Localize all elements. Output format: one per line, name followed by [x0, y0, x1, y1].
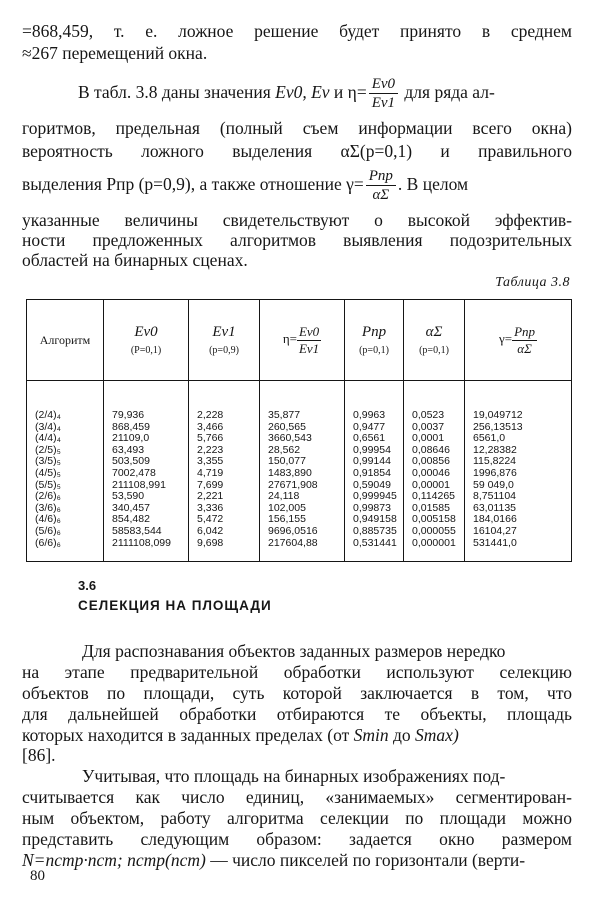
table-cell-gamma: 256,13513 [465, 422, 572, 434]
para1-line-4 [22, 164, 572, 204]
table-cell-alg: (4/4)₄ [27, 433, 104, 445]
table-cell-eta: 102,005 [260, 503, 345, 515]
intro-line-2: ≈267 перемещений окна. [22, 43, 208, 63]
header-ppr-label: Pпр [361, 324, 387, 340]
table-cell-ev0: 63,493 [104, 445, 189, 457]
table-cell-ppr: 0,91854 [345, 468, 404, 480]
table-cell-alg: (2/4)₄ [27, 381, 104, 422]
table-cell-gamma: 19,049712 [465, 381, 572, 422]
table-cell-ev1: 2,228 [189, 381, 260, 422]
table-cell-ev0: 7002,478 [104, 468, 189, 480]
header-gamma-prefix: γ= [498, 330, 513, 346]
para1-text-post: для ряда ал- [400, 82, 495, 102]
gamma-fraction [366, 167, 396, 204]
smax-symbol: Smax) [415, 725, 459, 745]
table-cell-ev0: 340,457 [104, 503, 189, 515]
header-eta [260, 300, 345, 381]
table-body [27, 381, 572, 562]
para3-line-5 [22, 849, 572, 871]
eta-frac-den: Eν1 [371, 95, 396, 112]
table-cell-alg: (4/5)₅ [27, 468, 104, 480]
table-cell-eta: 35,877 [260, 381, 345, 422]
header-eta-prefix: η= [282, 330, 297, 346]
para1-line-2: горитмов, предельная (полный съем информации всего окна) [22, 118, 572, 138]
table-cell-alg: (4/6)₆ [27, 514, 104, 526]
table-cell-ev1: 6,042 [189, 526, 260, 538]
header-algorithm [27, 300, 104, 381]
para1-line-5: указанные величины свидетельствуют о высокой эффектив- [22, 210, 572, 230]
table-cell-ev1: 7,699 [189, 480, 260, 492]
gamma-frac-den: αΣ [372, 187, 390, 204]
para1-and: и η= [329, 82, 367, 102]
table-cell-ev0: 2111108,099 [104, 538, 189, 562]
header-ev0 [104, 300, 189, 381]
header-ev0-label: Eν0 [134, 324, 158, 340]
para1-line4-post: . В целом [397, 174, 469, 194]
table-cell-ev1: 5,472 [189, 514, 260, 526]
gamma-frac-num: Pпр [366, 167, 396, 186]
table-caption: Таблица 3.8 [495, 275, 570, 290]
table-cell-ppr: 0,9477 [345, 422, 404, 434]
table-cell-alpha: 0,0523 [404, 381, 465, 422]
header-gamma [465, 300, 572, 381]
data-table [26, 299, 572, 562]
table-cell-eta: 24,118 [260, 491, 345, 503]
table-cell-alg: (2/5)₅ [27, 445, 104, 457]
table-cell-ev0: 854,482 [104, 514, 189, 526]
table-header-row [27, 300, 572, 381]
para3-line5-post: — число пикселей по горизонтали (верти- [205, 850, 526, 870]
para3-line-2: считывается как число единиц, «занимаемых» сегментирован- [22, 787, 572, 807]
table-row [27, 381, 572, 422]
para1-line-7: областей на бинарных сценах. [22, 250, 248, 270]
table-cell-ev0: 79,936 [104, 381, 189, 422]
smin-symbol: Smin [353, 725, 389, 745]
window-size-formula: N=nстр·nст; nстр(nст) [22, 850, 206, 870]
table-row [27, 526, 572, 538]
table-cell-ev1: 2,221 [189, 491, 260, 503]
table-cell-ppr: 0,99873 [345, 503, 404, 515]
table-cell-eta: 217604,88 [260, 538, 345, 562]
para1-text-pre: В табл. 3.8 даны значения [78, 82, 276, 102]
table-cell-ev0: 53,590 [104, 491, 189, 503]
table-cell-ppr: 0,59049 [345, 480, 404, 492]
para2-line5-pre: которых находится в заданных пределах (от [22, 725, 354, 745]
table-cell-ev1: 9,698 [189, 538, 260, 562]
table-cell-ev0: 58583,544 [104, 526, 189, 538]
table-cell-ppr: 0,99144 [345, 456, 404, 468]
table-cell-alpha: 0,00001 [404, 480, 465, 492]
table-cell-ev1: 3,355 [189, 456, 260, 468]
table-cell-eta: 28,562 [260, 445, 345, 457]
table-cell-eta: 9696,0516 [260, 526, 345, 538]
table-row [27, 491, 572, 503]
header-gamma-den: αΣ [517, 340, 532, 356]
para1-line-6: ности предложенных алгоритмов выявления подозрительных [22, 230, 572, 250]
table-cell-ev0: 21109,0 [104, 433, 189, 445]
eta-frac-num: Eν0 [369, 75, 398, 94]
table-cell-gamma: 115,8224 [465, 456, 572, 468]
table-cell-alg: (3/6)₆ [27, 503, 104, 515]
table-cell-ppr: 0,949158 [345, 514, 404, 526]
table-cell-alpha: 0,08646 [404, 445, 465, 457]
para2-line-5 [22, 724, 572, 746]
table-cell-ev1: 5,766 [189, 433, 260, 445]
table-cell-alg: (6/6)₆ [27, 538, 104, 562]
table-row [27, 468, 572, 480]
table-cell-ppr: 0,531441 [345, 538, 404, 562]
header-ev1-label: Eν1 [212, 324, 236, 340]
table-cell-alg: (5/5)₅ [27, 480, 104, 492]
table-cell-alpha: 0,00046 [404, 468, 465, 480]
table-cell-gamma: 6561,0 [465, 433, 572, 445]
table-cell-ev1: 3,466 [189, 422, 260, 434]
table-cell-ev0: 868,459 [104, 422, 189, 434]
header-gamma-num: Pпр [514, 323, 536, 339]
table-cell-gamma: 59 049,0 [465, 480, 572, 492]
table-cell-ev1: 2,223 [189, 445, 260, 457]
page-number: 80 [30, 868, 45, 884]
header-alpha-sub: (p=0,1) [419, 345, 449, 356]
table-cell-alpha: 0,000055 [404, 526, 465, 538]
table-cell-eta: 156,155 [260, 514, 345, 526]
para1-line4-pre: выделения Pпр (p=0,9), а также отношение γ= [22, 174, 364, 194]
para2-line-4: для дальнейшей обработки отбираются те объекты, площадь [22, 704, 572, 724]
header-gamma-fraction [512, 324, 537, 357]
table-cell-alg: (3/4)₄ [27, 422, 104, 434]
table-cell-eta: 27671,908 [260, 480, 345, 492]
para3-line-3: ным объектом, работу алгоритма селекции по площади можно [22, 808, 572, 828]
para2-line-3: объектов по площади, суть которой заключается в том, что [22, 683, 572, 703]
table-cell-eta: 260,565 [260, 422, 345, 434]
eta-fraction [369, 75, 398, 112]
table-cell-alpha: 0,000001 [404, 538, 465, 562]
header-algorithm-label: Алгоритм [39, 332, 91, 347]
table-cell-ev1: 3,336 [189, 503, 260, 515]
table-cell-ev0: 211108,991 [104, 480, 189, 492]
table-cell-eta: 3660,543 [260, 433, 345, 445]
table-cell-alpha: 0,00856 [404, 456, 465, 468]
header-ev1 [189, 300, 260, 381]
table-cell-eta: 1483,890 [260, 468, 345, 480]
table-cell-gamma: 63,01135 [465, 503, 572, 515]
header-eta-num: Eν0 [298, 323, 320, 339]
table-cell-eta: 150,077 [260, 456, 345, 468]
table-cell-gamma: 184,0166 [465, 514, 572, 526]
table-cell-alg: (3/5)₅ [27, 456, 104, 468]
table-cell-ppr: 0,9963 [345, 381, 404, 422]
header-ev0-sub: (P=0,1) [130, 345, 162, 356]
table-cell-alg: (2/6)₆ [27, 491, 104, 503]
table-cell-alpha: 0,114265 [404, 491, 465, 503]
para3-line-1: Учитывая, что площадь на бинарных изображениях под- [82, 766, 506, 786]
table-cell-gamma: 12,28382 [465, 445, 572, 457]
table-cell-ppr: 0,99954 [345, 445, 404, 457]
para1-line-3: вероятность ложного выделения αΣ(p=0,1) и правильного [22, 141, 572, 161]
section-title: СЕЛЕКЦИЯ НА ПЛОЩАДИ [78, 598, 272, 613]
table-cell-ev0: 503,509 [104, 456, 189, 468]
header-ppr-sub: (p=0,1) [359, 345, 389, 356]
table-cell-alpha: 0,0037 [404, 422, 465, 434]
header-ppr [345, 300, 404, 381]
table-cell-ppr: 0,6561 [345, 433, 404, 445]
para1-line-1 [78, 72, 572, 112]
para2-line-1: Для распознавания объектов заданных размеров нередко [82, 641, 506, 661]
header-alpha [404, 300, 465, 381]
table-cell-alpha: 0,005158 [404, 514, 465, 526]
header-eta-fraction [297, 324, 321, 357]
table-cell-gamma: 531441,0 [465, 538, 572, 562]
table-cell-gamma: 8,751104 [465, 491, 572, 503]
para3-line-4: представить следующим образом: задается окно размером [22, 829, 572, 849]
table-cell-alpha: 0,0001 [404, 433, 465, 445]
header-alpha-label: αΣ [425, 324, 443, 340]
table-cell-alpha: 0,01585 [404, 503, 465, 515]
intro-line-1: =868,459, т. е. ложное решение будет принято в среднем [22, 21, 572, 41]
header-ev1-sub: (p=0,9) [209, 345, 239, 356]
table-cell-ev1: 4,719 [189, 468, 260, 480]
para1-vars: Eν0, Eν [275, 82, 330, 102]
para2-line-6: [86]. [22, 745, 56, 765]
table-cell-ppr: 0,885735 [345, 526, 404, 538]
table-cell-gamma: 1996,876 [465, 468, 572, 480]
para2-line-2: на этапе предварительной обработки используют селекцию [22, 662, 572, 682]
section-number: 3.6 [78, 578, 97, 593]
table-cell-alg: (5/6)₆ [27, 526, 104, 538]
table-cell-ppr: 0,999945 [345, 491, 404, 503]
para2-line5-mid: до [388, 725, 416, 745]
header-eta-den: Eν1 [298, 340, 320, 356]
table-cell-gamma: 16104,27 [465, 526, 572, 538]
table-row [27, 538, 572, 562]
